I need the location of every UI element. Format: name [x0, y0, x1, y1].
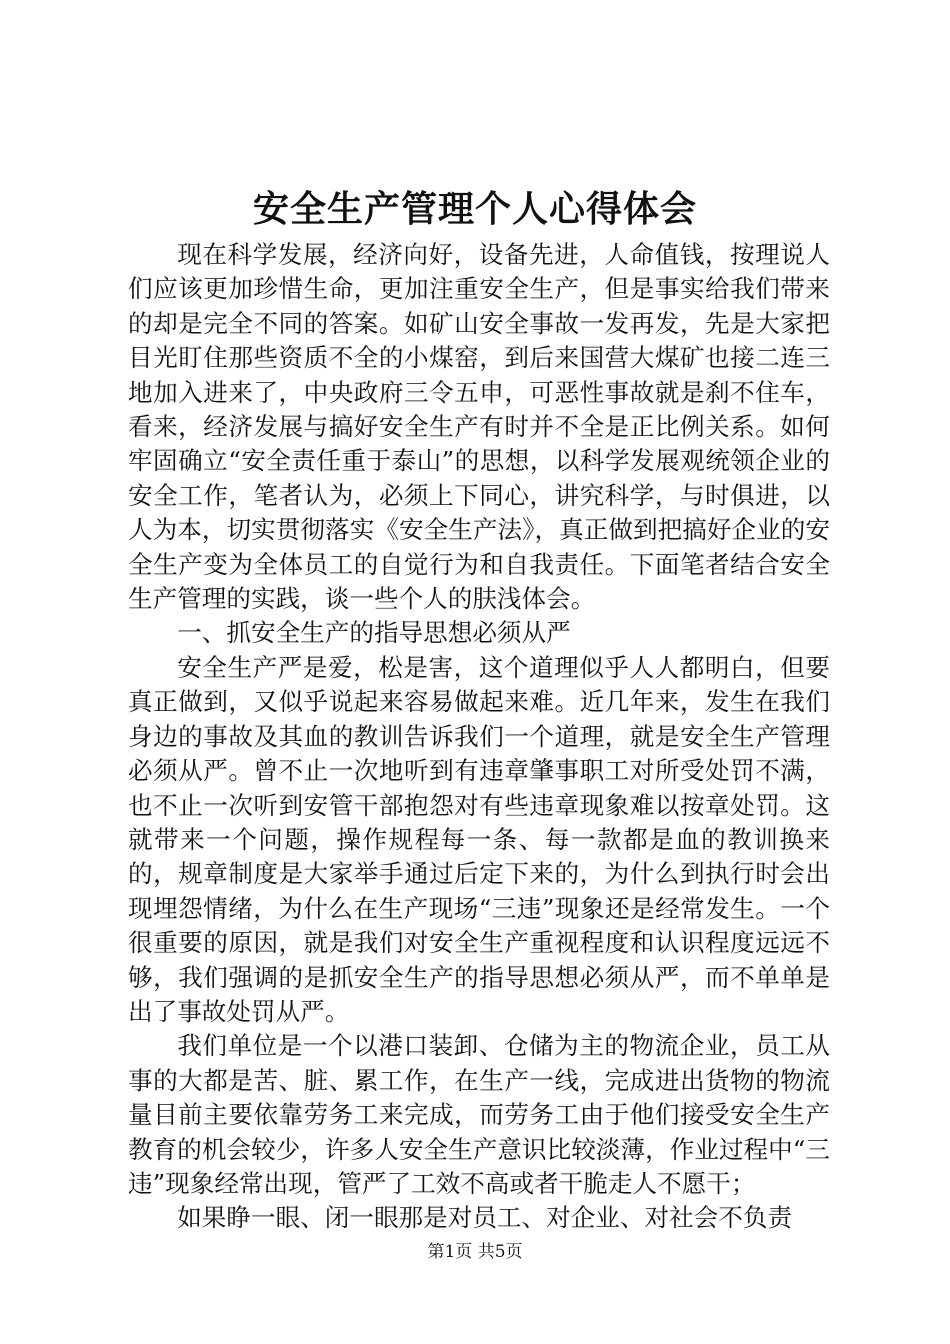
- page-footer: 第1页 共5页: [427, 1242, 523, 1262]
- paragraph-company: 我们单位是一个以港口装卸、仓储为主的物流企业，员工从事的大都是苦、脏、累工作，在生产一线，完成进出货物的物流量目前主要依靠劳务工来完成，而劳务工由于他们接受安全生产教育的机会较少，许多人安全生产意识比较淡薄，作业过程中“三违”现象经常出现，管严了工效不高或者干脆走人不愿干；: [128, 1031, 830, 1198]
- document-title: 安全生产管理个人心得体会: [252, 188, 697, 230]
- paragraph-section-1: 安全生产严是爱，松是害，这个道理似乎人人都明白，但要真正做到，又似乎说起来容易做起来难。近几年来，发生在我们身边的事故及其血的教训告诉我们一个道理，就是安全生产管理必须从严。曾不止一次地听到有违章肇事职工对所受处罚不满，也不止一次听到安管干部抱怨对有些违章现象难以按章处罚。这就带来一个问题，操作规程每一条、每一款都是血的教训换来的，规章制度是大家举手通过后定下来的，为什么到执行时会出现埋怨情绪，为什么在生产现场“三违”现象还是经常发生。一个很重要的原因，就是我们对安全生产重视程度和认识程度远远不够，我们强调的是抓安全生产的指导思想必须从严，而不单单是出了事故处罚从严。: [128, 652, 830, 1026]
- section-heading-1: 一、抓安全生产的指导思想必须从严: [177, 618, 571, 648]
- paragraph-intro: 现在科学发展，经济向好，设备先进，人命值钱，按理说人们应该更加珍惜生命，更加注重安全生产，但是事实给我们带来的却是完全不同的答案。如矿山安全事故一发再发，先是大家把目光盯住那些资质不全的小煤窑，到后来国营大煤矿也接二连三地加入进来了，中央政府三令五申，可恶性事故就是刹不住车，看来，经济发展与搞好安全生产有时并不全是正比例关系。如何牢固确立“安全责任重于泰山”的思想，以科学发展观统领企业的安全工作，笔者认为，必须上下同心，讲究科学，与时俱进，以人为本，切实贯彻落实《安全生产法》，真正做到把搞好企业的安全生产变为全体员工的自觉行为和自我责任。下面笔者结合安全生产管理的实践，谈一些个人的肤浅体会。: [128, 240, 830, 614]
- paragraph-continued: 如果睁一眼、闭一眼那是对员工、对企业、对社会不负责: [177, 1203, 793, 1233]
- document-body: [128, 238, 830, 1236]
